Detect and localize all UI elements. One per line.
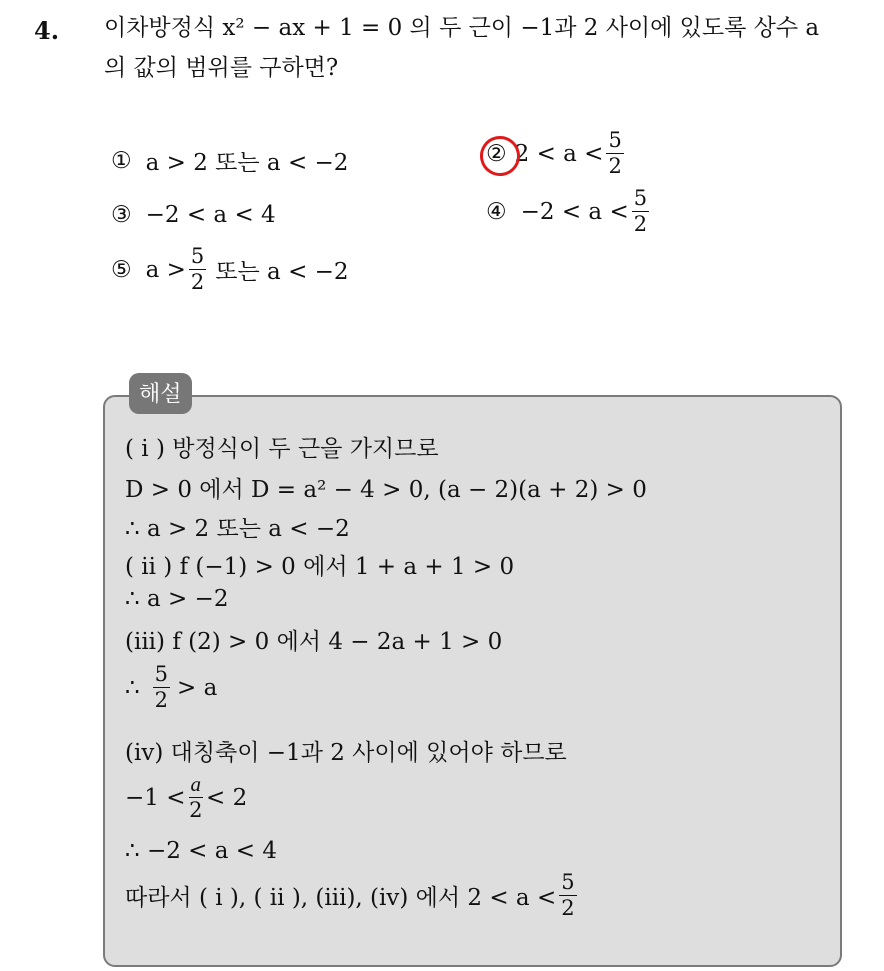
solution-line-6: (iii) f (2) > 0 에서 4 − 2a + 1 > 0 — [125, 629, 503, 655]
choice-3[interactable] — [111, 202, 276, 228]
choice-1-number: ① — [111, 147, 132, 174]
choice-5[interactable] — [111, 246, 349, 293]
choice-2-text: 2 < a < — [514, 140, 604, 167]
fraction-denominator: 2 — [608, 154, 622, 178]
solution-line-9-pre: −1 < — [125, 784, 186, 811]
choice-4-text: −2 < a < — [520, 198, 629, 225]
fraction-numerator: 5 — [154, 662, 169, 686]
choice-5-post: 또는 a < −2 — [215, 259, 349, 285]
solution-line-2: D > 0 에서 D = a² − 4 > 0, (a − 2)(a + 2) > 0 — [125, 477, 647, 503]
choice-1-text: a > 2 또는 a < −2 — [145, 150, 349, 176]
therefore-symbol: ∴ — [125, 674, 140, 701]
choice-4-number: ④ — [486, 198, 507, 225]
fraction-numerator: a — [190, 772, 201, 796]
solution-line-7-post: > a — [177, 674, 218, 701]
fraction-numerator: 5 — [633, 186, 648, 210]
solution-line-11 — [125, 872, 580, 919]
fraction-denominator: 2 — [561, 896, 575, 920]
solution-line-10: ∴ −2 < a < 4 — [125, 838, 277, 864]
choice-2-number: ② — [486, 140, 507, 167]
solution-line-1: ( i ) 방정식이 두 근을 가지므로 — [125, 436, 439, 462]
solution-line-8: (iv) 대칭축이 −1과 2 사이에 있어야 하므로 — [125, 740, 567, 766]
choice-4[interactable] — [486, 188, 652, 235]
question-number: 4. — [34, 16, 60, 45]
fraction-denominator: 2 — [154, 688, 169, 712]
solution-tag: 해설 — [129, 373, 192, 414]
solution-line-9-post: < 2 — [206, 784, 248, 811]
choice-4-fraction — [632, 188, 649, 235]
solution-line-9 — [125, 774, 247, 821]
choice-5-number: ⑤ — [111, 256, 132, 283]
fraction-denominator: 2 — [190, 270, 205, 294]
choice-2-fraction — [606, 130, 623, 177]
question-line-1: 이차방정식 x² − ax + 1 = 0 의 두 근이 −1과 2 사이에 있도록 상수 a — [104, 15, 820, 41]
solution-line-7-fraction — [153, 664, 170, 711]
fraction-numerator: 5 — [561, 870, 575, 894]
solution-line-11-fraction — [559, 872, 576, 919]
solution-line-9-fraction — [189, 774, 204, 821]
fraction-denominator: 2 — [633, 212, 648, 236]
choice-3-number: ③ — [111, 202, 132, 228]
fraction-numerator: 5 — [190, 244, 205, 268]
solution-line-4: ( ii ) f (−1) > 0 에서 1 + a + 1 > 0 — [125, 554, 515, 580]
solution-line-5: ∴ a > −2 — [125, 586, 229, 612]
choice-1[interactable] — [111, 144, 348, 177]
fraction-numerator: 5 — [608, 128, 622, 152]
solution-line-3: ∴ a > 2 또는 a < −2 — [125, 516, 350, 542]
choice-3-text: −2 < a < 4 — [145, 202, 276, 228]
choice-5-pre: a > — [145, 256, 186, 283]
question-line-2: 의 값의 범위를 구하면? — [104, 55, 339, 81]
solution-line-7 — [125, 664, 217, 711]
choice-5-fraction — [189, 246, 206, 293]
fraction-denominator: 2 — [189, 798, 203, 822]
solution-line-11-pre: 따라서 ( i ), ( ii ), (iii), (iv) 에서 2 < a < — [125, 885, 557, 911]
